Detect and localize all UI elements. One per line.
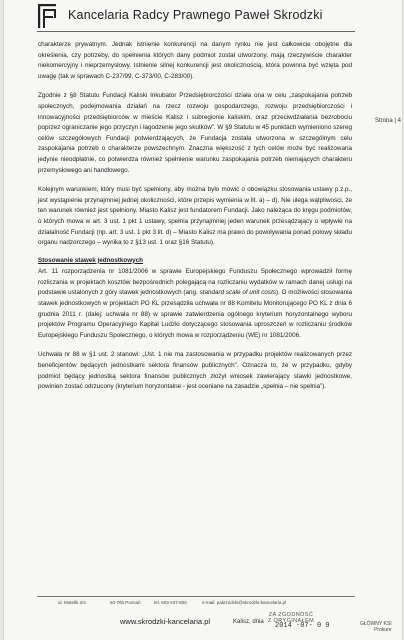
footer-email: e-mail: pakrzodzki@skrodzki-kancelaria.pl: [202, 600, 287, 605]
italic-term: standard scale of unit costs: [199, 289, 276, 297]
paragraph-text: Art. 11 rozporządzenia nr 1081/2006 w sprawie Europejskiego Funduszu Społecznego wprowadził formę rozliczania w projektach kosztów bezpośrednich polegającą na rozliczaniu wydatków w ramach danej usługi na podstawie ustalonych z góry stawek jednostkowych (ang.: [38, 268, 352, 297]
paragraph: Zgodnie z §8 Statutu Fundacji Kaliski Inkubator Przedsiębiorczości działa ona w celu „zaspokajania potrzeb społecznych, podejmowania działań na rzecz rozwoju gospodarczego, rozwoju przedsiębiorczości i innowacyjności przedsiębiorców w mieście Kalisz i subregionie kaliskim, oraz przeciwdziałania bezrobociu poprzez ograniczanie jego przyczyn i łagodzenie jego skutków”. W §9 Statutu w 45 punktach wymieniono szereg celów szczegółowych Fundacji potwierdzających, że Fundacja została utworzona w szczególnym celu zaspokajania potrzeb o charakterze powszechnym. Znaczna większość z tych celów może być realizowana jedynie nieodpłatnie, co potwierdza również spełnienie warunku zaspokajania potrzeb niemających charakteru przemysłowego ani handlowego.: [38, 92, 352, 174]
document-body: [38, 40, 352, 400]
firm-logo-icon: [37, 3, 59, 29]
stamp-date: 2014 -07- 0 9: [275, 622, 330, 630]
side-stamp: [360, 622, 392, 633]
paragraph-text: ). O możliwości stosowania stawek jednostkowych w projektach PO KL przesądziła uchwała nr 88 Komitetu Monitorującego PO KL z dnia 6 grudnia 2011 r. (dalej: uchwała nr 88) w sprawie zatwierdzenia ogólnego kryterium horyzontalnego wyboru projektów Programu Operacyjnego Kapitał Ludzki dotyczącego stosowania uproszczeń w rozliczaniu środków Europejskiego Funduszu Społecznego, o których mowa w rozporządzeniu (WE) nr 1081/2006.: [38, 289, 353, 339]
page-number: Strona | 4: [375, 118, 401, 124]
document-page: [4, 0, 402, 640]
section-heading: Stosowanie stawek jednostkowych: [38, 256, 143, 264]
paragraph: Uchwała nr 88 w §1 ust. 2 stanowi: „Ust. 1 nie ma zastosowania w przypadku projektów realizowanych przez beneficjentów będących jednostkami sektora finansów publicznych”. Oznacza to, że w przypadku, gdyby podmiot będący jednostką sektora finansów publicznych złożył wniosek zawierający stawki jednostkowe, powinien zostać odrzucony (kryterium horyzontalne - jest oceniane na zasadzie „spełnia – nie spełnia”).: [38, 351, 352, 391]
footer-divider: [37, 596, 355, 597]
header-divider: [37, 31, 355, 32]
footer-city-date: Kalisz, dnia: [233, 619, 264, 625]
stamp-line: Prokure: [374, 626, 392, 633]
paragraph: Kolejnym warunkiem, który musi być spełniony, aby można było mówić o obowiązku stosowania ustawy p.z.p., jest wystąpienie przynajmniej jednej okoliczności, które przepis wymienia w lit. a) – d). Nie ulega wątpliwości, że ten warunek również jest spełniony. Miasto Kalisz jest fundatorem Fundacji. Jako należąca do kręgu podmiotów, o których mowa w art. 3 ust. 1 pkt 1 ustawy, spełnia przynajmniej jeden warunek przesądzający o wpływie na działalność Fundacji (np. art. 3 ust. 1 pkt 3 lit. d) – Miasto Kalisz ma prawo do powoływania ponad połowy składu organu nadzorczego – wynika to z §13 ust. 1 oraz §16 Statutu).: [38, 186, 352, 247]
stamp-line: Z ORYGINAŁEM: [267, 618, 315, 624]
footer-website: www.skrodzki-kancelaria.pl: [120, 617, 211, 626]
footer-postal: 60-766 Poznań: [110, 600, 141, 605]
paragraph: [38, 267, 352, 341]
paragraph: charakterze prywatnym. Jednak istnienie konkurencji na danym rynku nie jest całkowicie obojętne dla określenia, czy potrzeby, do spełnienia których dany podmiot został utworzony, mają rzeczywiście charakter niekomercyjny i nieprzemysłowy. Istnienie silnej konkurencji jest okolicznością, która powinna być wzięta pod uwagę (tak w sprawach C-237/99, C-373/00, C-283/00).: [38, 41, 352, 80]
stamp-line: GŁÓWNY KSI: [360, 621, 392, 627]
footer-phone: tel. 603-237-600: [154, 600, 187, 605]
firm-name: Kancelaria Radcy Prawnego Paweł Skrodzki: [68, 8, 323, 22]
footer-address: ul. Motelik 2/4: [58, 600, 86, 605]
stamp-line: ZA ZGODNOŚĆ: [268, 612, 314, 618]
